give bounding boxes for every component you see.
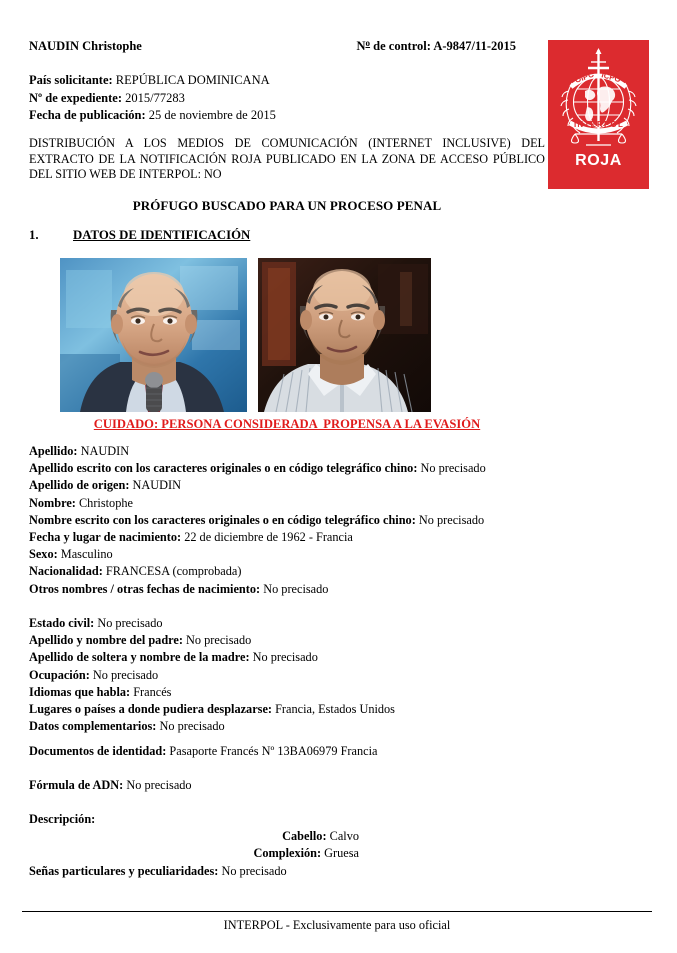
footer-divider bbox=[22, 911, 652, 912]
emblem-oipc-text: OIPC bbox=[573, 69, 596, 85]
field-value: Pasaporte Francés Nº 13BA06979 Francia bbox=[169, 744, 378, 758]
field-lugares-desplazamiento bbox=[29, 701, 554, 718]
field-value: Masculino bbox=[60, 547, 113, 562]
field-nombre bbox=[29, 495, 554, 512]
field-value: Francés bbox=[133, 684, 172, 699]
field-value: No precisado bbox=[252, 650, 318, 665]
civil-fields bbox=[29, 615, 554, 735]
field-formula-adn bbox=[29, 777, 554, 794]
field-label: Nombre: bbox=[29, 495, 76, 510]
field-label: Idiomas que habla: bbox=[29, 684, 131, 699]
field-value: FRANCESA (comprobada) bbox=[105, 564, 242, 579]
ordinal-superscript: o bbox=[365, 38, 371, 48]
field-value: NAUDIN bbox=[80, 444, 130, 458]
field-ocupacion bbox=[29, 667, 554, 684]
field-label: Nacionalidad: bbox=[29, 564, 103, 579]
field-value: No precisado bbox=[263, 582, 329, 596]
field-label: Descripción: bbox=[29, 812, 96, 826]
field-value: NAUDIN bbox=[132, 478, 182, 493]
notice-type-label: ROJA bbox=[575, 152, 622, 169]
field-padre bbox=[29, 632, 554, 649]
field-label: País solicitante: bbox=[29, 73, 113, 87]
field-value: No precisado bbox=[97, 616, 163, 630]
field-pais-solicitante bbox=[29, 72, 534, 90]
header-row bbox=[29, 38, 534, 54]
field-label: Complexión: bbox=[253, 846, 322, 861]
field-nombre-original bbox=[29, 512, 554, 529]
field-value: No precisado bbox=[418, 512, 485, 527]
field-documentos-identidad bbox=[29, 743, 554, 760]
field-value: Francia, Estados Unidos bbox=[275, 702, 395, 717]
field-label: Apellido de soltera y nombre de la madre: bbox=[29, 650, 250, 665]
field-label: Fórmula de ADN: bbox=[29, 778, 124, 792]
description-block bbox=[29, 811, 554, 880]
escape-risk-warning: CUIDADO: PERSONA CONSIDERADA PROPENSA A LA EVASIÓN bbox=[93, 417, 481, 431]
field-label: Apellido y nombre del padre: bbox=[29, 633, 183, 648]
control-number-label: N bbox=[356, 38, 366, 53]
identity-fields bbox=[29, 443, 554, 581]
dna-field bbox=[29, 777, 554, 794]
other-names-field bbox=[29, 581, 554, 598]
field-value: Calvo bbox=[329, 829, 359, 844]
field-estado-civil bbox=[29, 615, 554, 632]
field-label: Ocupación: bbox=[29, 667, 90, 682]
field-value: No precisado bbox=[186, 633, 252, 648]
field-label: Otros nombres / otras fechas de nacimiento: bbox=[29, 582, 261, 596]
field-label: Sexo: bbox=[29, 547, 58, 562]
red-notice-badge bbox=[548, 40, 649, 189]
field-label: Datos complementarios: bbox=[29, 719, 157, 734]
field-label: Lugares o países a donde pudiera desplazarse: bbox=[29, 702, 273, 717]
subject-name: NAUDIN Christophe bbox=[29, 38, 142, 53]
field-value: 2015/77283 bbox=[125, 90, 185, 105]
field-value: No precisado bbox=[159, 719, 225, 734]
emblem-icpo-text: ICPO bbox=[600, 70, 622, 85]
field-value: REPÚBLICA DOMINICANA bbox=[115, 73, 270, 87]
field-datos-complementarios bbox=[29, 718, 554, 735]
interpol-emblem bbox=[555, 45, 642, 153]
identity-documents-field bbox=[29, 743, 554, 760]
header-meta-fields bbox=[29, 72, 534, 125]
section-heading-identificacion bbox=[29, 228, 250, 243]
field-value: 22 de diciembre de 1962 - Francia bbox=[184, 530, 353, 545]
field-fecha-publicacion bbox=[29, 107, 534, 125]
field-complexion bbox=[29, 845, 359, 862]
control-number: $N^o$ de control: A-9847/11-2015 bbox=[356, 38, 516, 53]
field-label: Apellido escrito con los caracteres originales o en código telegráfico chino: bbox=[29, 461, 418, 476]
field-value: No precisado bbox=[420, 461, 486, 476]
photo-suspect-2 bbox=[258, 258, 431, 412]
field-senas-particulares bbox=[29, 863, 554, 880]
field-sexo bbox=[29, 546, 554, 563]
field-apellido-origen bbox=[29, 477, 554, 494]
field-cabello bbox=[29, 828, 359, 845]
field-label: Cabello: bbox=[282, 829, 327, 844]
field-apellido-original bbox=[29, 460, 554, 477]
field-label: Señas particulares y peculiaridades: bbox=[29, 863, 219, 878]
field-label: Estado civil: bbox=[29, 616, 95, 630]
field-value: Gruesa bbox=[324, 846, 359, 861]
field-label: Nº de expediente: bbox=[29, 90, 122, 105]
emblem-interpol-text: INTERPOL bbox=[574, 120, 625, 129]
field-fecha-lugar-nacimiento bbox=[29, 529, 554, 546]
field-value: 25 de noviembre de 2015 bbox=[148, 108, 276, 122]
field-label: Fecha y lugar de nacimiento: bbox=[29, 530, 182, 545]
control-number-label-rest: de control bbox=[370, 38, 427, 53]
distribution-notice: DISTRIBUCIÓN A LOS MEDIOS DE COMUNICACIÓN (INTERNET INCLUSIVE) DEL EXTRACTO DE LA NOTIFICACIÓN ROJA PUBLICADO EN LA ZONA DE ACCESO PÚBLICO DEL SITIO WEB DE INTERPOL: NO bbox=[29, 136, 545, 182]
field-nacionalidad bbox=[29, 563, 554, 580]
field-label: Apellido de origen: bbox=[29, 478, 130, 493]
field-value: No precisado bbox=[221, 863, 287, 878]
field-value: No precisado bbox=[126, 778, 192, 792]
notice-subject-title: PRÓFUGO BUSCADO PARA UN PROCESO PENAL bbox=[132, 198, 442, 213]
field-madre bbox=[29, 649, 554, 666]
description-heading bbox=[29, 811, 554, 828]
field-apellido bbox=[29, 443, 554, 460]
footer-text: INTERPOL - Exclusivamente para uso oficial bbox=[223, 918, 451, 932]
field-otros-nombres bbox=[29, 581, 554, 598]
photo-suspect-1 bbox=[60, 258, 247, 412]
field-label: Fecha de publicación: bbox=[29, 108, 146, 122]
field-numero-expediente bbox=[29, 90, 534, 108]
field-idiomas bbox=[29, 684, 554, 701]
field-label: Nombre escrito con los caracteres originales o en código telegráfico chino: bbox=[29, 512, 416, 527]
control-number-value: A-9847/11-2015 bbox=[433, 38, 516, 53]
field-label: Documentos de identidad: bbox=[29, 744, 167, 758]
section-title: DATOS DE IDENTIFICACIÓN bbox=[73, 228, 251, 242]
section-number: 1. bbox=[29, 228, 39, 242]
field-label: Apellido: bbox=[29, 444, 78, 458]
field-value: No precisado bbox=[92, 667, 159, 682]
field-value: Christophe bbox=[78, 495, 133, 510]
